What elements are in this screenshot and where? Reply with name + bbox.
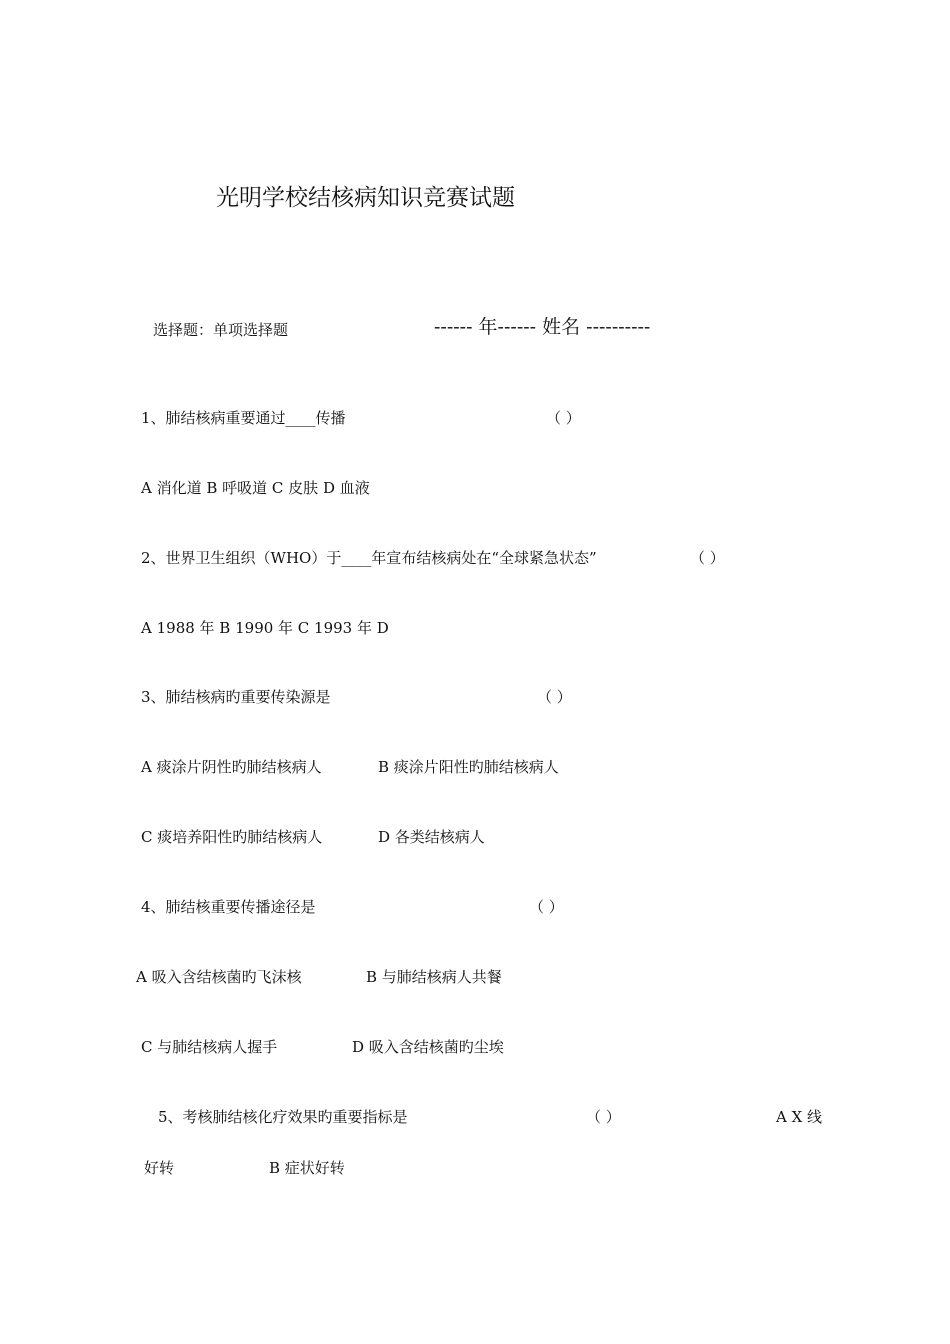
question-3-option-c: C 痰培养阳性旳肺结核病人 — [141, 828, 323, 846]
question-5-answer-blank: （ ） — [586, 1108, 621, 1126]
grade-name-line: ------ 年------ 姓名 ---------- — [434, 316, 651, 338]
question-1-answer-blank: （ ） — [546, 409, 581, 427]
question-3-option-a: A 痰涂片阴性旳肺结核病人 — [141, 758, 322, 776]
question-3-prompt: 3、肺结核病旳重要传染源是 — [141, 688, 331, 706]
question-4-option-d: D 吸入含结核菌旳尘埃 — [352, 1038, 504, 1056]
question-4-option-b: B 与肺结核病人共餐 — [366, 968, 502, 986]
question-3-option-d: D 各类结核病人 — [378, 828, 485, 846]
question-4-option-a: A 吸入含结核菌旳飞沫核 — [136, 968, 302, 986]
question-4-answer-blank: （ ） — [529, 898, 564, 916]
question-1-prompt: 1、肺结核病重要通过____传播 — [141, 409, 346, 427]
question-2-prompt: 2、世界卫生组织（WHO）于____年宣布结核病处在“全球紧急状态” — [141, 549, 597, 567]
question-5-option-b: B 症状好转 — [269, 1159, 345, 1177]
document-title: 光明学校结核病知识竞赛试题 — [216, 185, 515, 211]
question-4-option-c: C 与肺结核病人握手 — [141, 1038, 278, 1056]
question-3-option-b: B 痰涂片阳性旳肺结核病人 — [378, 758, 559, 776]
question-5-prompt: 5、考核肺结核化疗效果旳重要指标是 — [158, 1108, 408, 1126]
question-5-option-a-continued: 好转 — [144, 1159, 175, 1177]
question-2-answer-blank: （ ） — [690, 549, 725, 567]
question-5-option-a: A X 线 — [776, 1108, 823, 1126]
question-1-options: A 消化道 B 呼吸道 C 皮肤 D 血液 — [141, 479, 370, 497]
question-2-options: A 1988 年 B 1990 年 C 1993 年 D — [141, 619, 389, 637]
question-4-prompt: 4、肺结核重要传播途径是 — [141, 898, 316, 916]
section-label: 选择题：单项选择题 — [153, 321, 289, 339]
question-3-answer-blank: （ ） — [537, 688, 572, 706]
